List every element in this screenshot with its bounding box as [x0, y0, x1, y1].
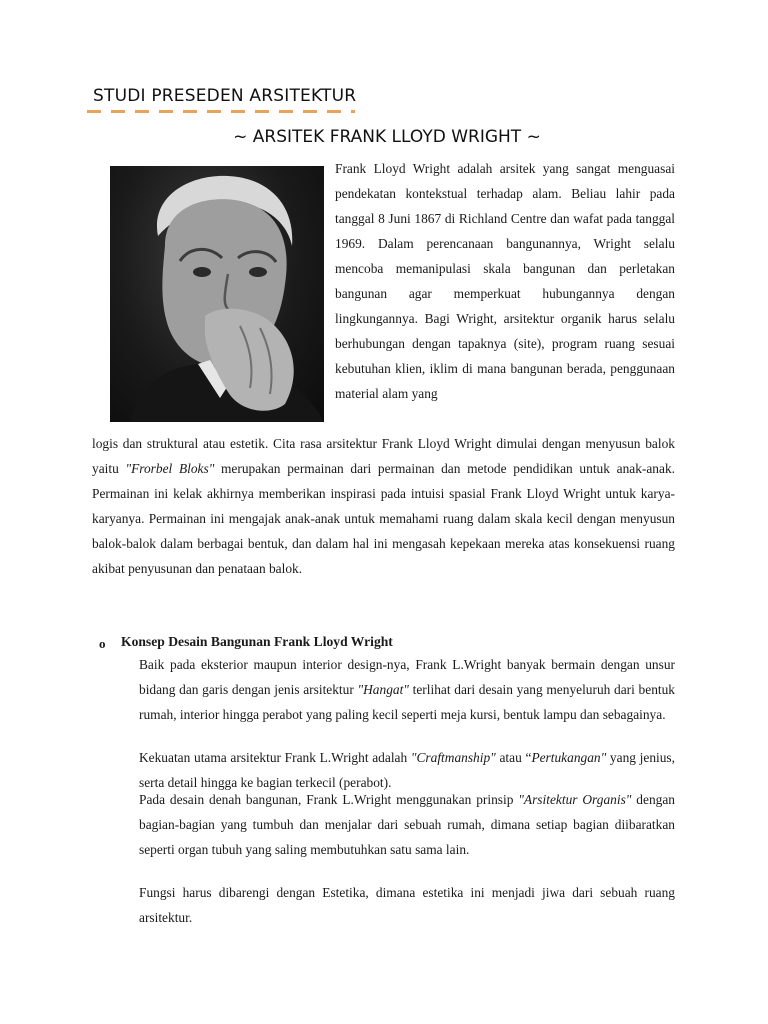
p2-text-mid: atau “ [495, 750, 532, 765]
p3-text-after: dengan bagian-bagian yang tumbuh dan menjalar dari sebuah rumah, dimana setiap bagian diibaratkan seperti organ tubuh yang saling membutuhkan satu sama lain. [139, 792, 675, 857]
p2-text-before: Kekuatan utama arsitektur Frank L.Wright adalah [139, 750, 411, 765]
intro-text-before: logis dan struktural atau estetik. Cita rasa arsitektur Frank Lloyd Wright dimulai dengan menyusun balok yaitu [92, 436, 675, 476]
concept-paragraph-1 [139, 652, 675, 727]
frorbel-bloks-term: "Frorbel Bloks" [125, 461, 215, 476]
bullet-marker: o [99, 636, 106, 651]
p1-text-after: terlihat dari desain yang menyeluruh dari bentuk rumah, interior hingga perabot yang paling kecil seperti meja kursi, bentuk lampu dan sebagainya. [139, 682, 676, 722]
p2-text-after: yang jenius, serta detail hingga ke bagian terkecil (perabot). [139, 750, 675, 790]
concept-paragraph-3 [139, 787, 675, 862]
intro-text-after: merupakan permainan dari permainan dan metode pendidikan untuk anak-anak. Permainan ini kelak akhirnya memberikan inspirasi pada intuisi spasial Frank Lloyd Wright untuk karya-karyanya. Permainan ini mengajak anak-anak untuk memahami ruang dalam skala kecil dengan menyusun balok-balok dalam berbagai bentuk, dan dalam hal ini mengasah kepekaan mereka atas konsekuensi ruang akibat penyusunan dan penataan balok. [92, 461, 675, 576]
concept-paragraph-4: Fungsi harus dibarengi dengan Estetika, dimana estetika ini menjadi jiwa dari sebuah ruang arsitektur. [139, 885, 675, 925]
page-title: ~ ARSITEK FRANK LLOYD WRIGHT ~ [233, 127, 541, 147]
portrait-illustration [110, 166, 324, 422]
portrait-photo [110, 166, 324, 422]
p3-text-before: Pada desain denah bangunan, Frank L.Wright menggunakan prinsip [139, 792, 519, 807]
arsitektur-organis-term: "Arsitektur Organis" [518, 792, 632, 807]
document-heading: STUDI PRESEDEN ARSITEKTUR [93, 86, 357, 106]
p1-text-before: Baik pada eksterior maupun interior design-nya, Frank L.Wright banyak bermain dengan unsur bidang dan garis dengan jenis arsitektur [139, 657, 675, 697]
hangat-term: "Hangat" [357, 682, 409, 697]
craftmanship-term: "Craftmanship" [410, 750, 496, 765]
pertukangan-term: Pertukangan" [531, 750, 607, 765]
heading-dashed-underline [87, 110, 355, 113]
section-title: Konsep Desain Bangunan Frank Lloyd Wright [121, 634, 393, 649]
intro-wrapped-paragraph: Frank Lloyd Wright adalah arsitek yang sangat menguasai pendekatan kontekstual terhadap alam. Beliau lahir pada tanggal 8 Juni 1867 di Richland Centre dan wafat pada tanggal 1969. Dalam perencanaan bangunannya, Wright selalu mencoba memanipulasi skala bangunan dan perletakan bangunan agar memperkuat hubungannya dengan lingkungannya. Bagi Wright, arsitektur organik harus selalu berhubungan dengan tapaknya (site), program ruang sesuai kebutuhan klien, iklim di mana bangunan berada, penggunaan material alam yang [335, 161, 675, 401]
intro-full-paragraph [92, 431, 675, 581]
